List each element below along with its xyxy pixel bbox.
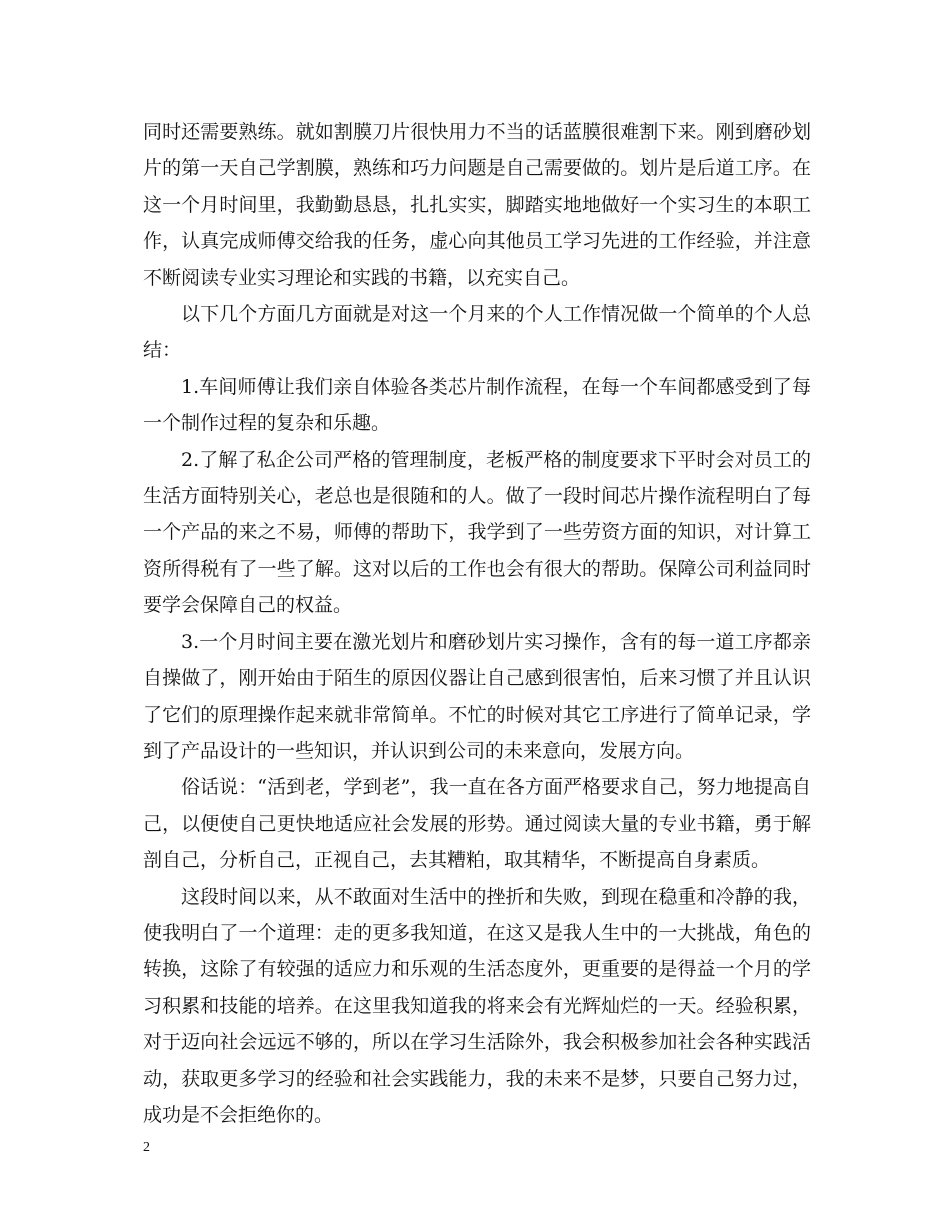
paragraph-conclusion: 这段时间以来，从不敢面对生活中的挫折和失败，到现在稳重和冷静的我，使我明白了一个道理：走的更多我知道，在这又是我人生中的一大挑战，角色的转换，这除了有较强的适应力和乐观的生活态度外，更重要的是得益一个月的学习积累和技能的培养。在这里我知道我的将来会有光辉灿烂的一天。经验积累，对于迈向社会远远不够的，所以在学习生活除外，我会积极参加社会各种实践活动，获取更多学习的经验和社会实践能力，我的未来不是梦，只要自己努力过，成功是不会拒绝你的。: [143, 885, 811, 1126]
document-body: [143, 114, 811, 1133]
paragraph-continued: 同时还需要熟练。就如割膜刀片很快用力不当的话蓝膜很难割下来。刚到磨砂划片的第一天自己学割膜，熟练和巧力问题是自己需要做的。划片是后道工序。在这一个月时间里，我勤勤恳恳，扎扎实实，脚踏实地地做好一个实习生的本职工作，认真完成师傅交给我的任务，虚心向其他员工学习先进的工作经验，并注意不断阅读专业实习理论和实践的书籍，以充实自己。: [143, 121, 811, 289]
paragraph-proverb: 俗话说：“活到老，学到老”，我一直在各方面严格要求自己，努力地提高自己，以便使自己更快地适应社会发展的形势。通过阅读大量的专业书籍，勇于解剖自己，分析自己，正视自己，去其糟粕，取其精华，不断提高自身素质。: [143, 776, 811, 872]
paragraph-item-1: 1.车间师傅让我们亲自体验各类芯片制作流程，在每一个车间都感受到了每一个制作过程的复杂和乐趣。: [143, 375, 811, 435]
paragraph-item-2: 2.了解了私企公司严格的管理制度，老板严格的制度要求下平时会对员工的生活方面特别关心，老总也是很随和的人。做了一段时间芯片操作流程明白了每一个产品的来之不易，师傅的帮助下，我学到了一些劳资方面的知识，对计算工资所得税有了一些了解。这对以后的工作也会有很大的帮助。保障公司利益同时要学会保障自己的权益。: [143, 448, 811, 617]
paragraph-item-3: 3.一个月时间主要在激光划片和磨砂划片实习操作，含有的每一道工序都亲自操做了，刚开始由于陌生的原因仪器让自己感到很害怕，后来习惯了并且认识了它们的原理操作起来就非常简单。不忙的时候对其它工序进行了简单记录，学到了产品设计的一些知识，并认识到公司的未来意向，发展方向。: [143, 630, 811, 762]
paragraph-summary-intro: 以下几个方面几方面就是对这一个月来的个人工作情况做一个简单的个人总结：: [143, 303, 811, 362]
page-number: 2: [143, 1140, 150, 1155]
